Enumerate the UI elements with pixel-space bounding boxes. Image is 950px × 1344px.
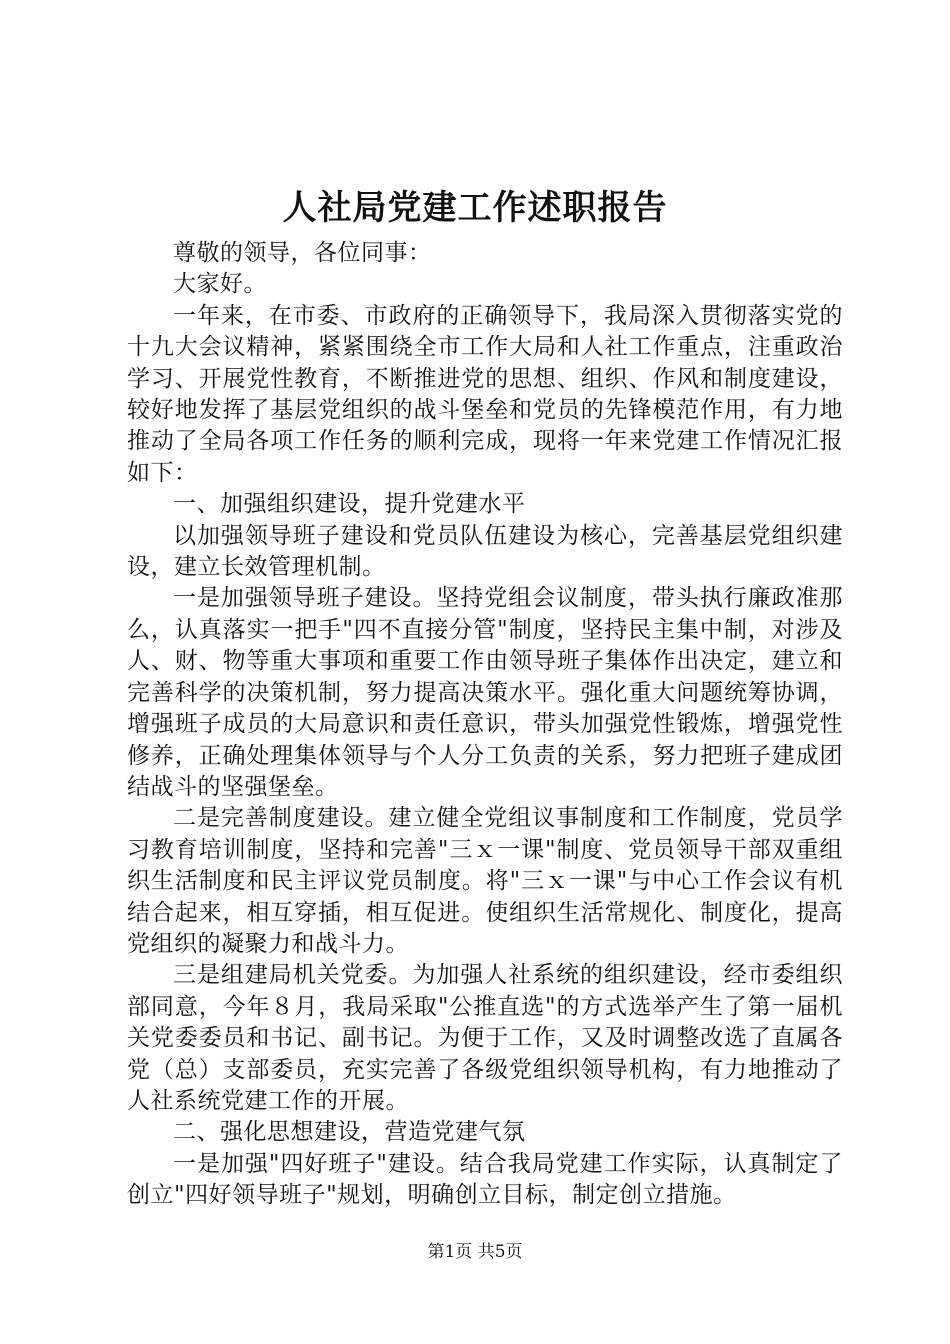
- greeting-paragraph: 大家好。: [173, 271, 267, 298]
- section-1-summary-paragraph: 以加强领导班子建设和党员队伍建设为核心，完善基层党组织建设，建立长效管理机制。: [127, 522, 843, 581]
- section-1-item-3-paragraph: 三是组建局机关党委。为加强人社系统的组织建设，经市委组织部同意，今年８月，我局采取"公推直选"的方式选举产生了第一届机关党委委员和书记、副书记。为便于工作，又及时调整改选了直属各党（总）支部委员，充实完善了各级党组织领导机构，有力地推动了人社系统党建工作的开展。: [127, 962, 843, 1114]
- section-heading-1: 一、加强组织建设，提升党建水平: [173, 491, 526, 518]
- section-1-item-2-paragraph: 二是完善制度建设。建立健全党组议事制度和工作制度，党员学习教育培训制度，坚持和完善"三ｘ一课"制度、党员领导干部双重组织生活制度和民主评议党员制度。将"三ｘ一课"与中心工作会议有机结合起来，相互穿插，相互促进。使组织生活常规化、制度化，提高党组织的凝聚力和战斗力。: [127, 805, 843, 957]
- page-number-footer: 第1页 共5页: [427, 1242, 523, 1262]
- intro-paragraph: 一年来，在市委、市政府的正确领导下，我局深入贯彻落实党的十九大会议精神，紧紧围绕全市工作大局和人社工作重点，注重政治学习、开展党性教育，不断推进党的思想、组织、作风和制度建设，较好地发挥了基层党组织的战斗堡垒和党员的先锋模范作用，有力地推动了全局各项工作任务的顺利完成，现将一年来党建工作情况汇报如下：: [127, 302, 843, 486]
- document-body: [127, 238, 843, 1212]
- salutation-paragraph: 尊敬的领导，各位同事：: [173, 240, 432, 266]
- section-1-item-1-paragraph: 一是加强领导班子建设。坚持党组会议制度，带头执行廉政准那么，认真落实一把手"四不直接分管"制度，坚持民主集中制，对涉及人、财、物等重大事项和重要工作由领导班子集体作出决定，建立和完善科学的决策机制，努力提高决策水平。强化重大问题统筹协调，增强班子成员的大局意识和责任意识，带头加强党性锻炼，增强党性修养，正确处理集体领导与个人分工负责的关系，努力把班子建成团结战斗的坚强堡垒。: [127, 585, 843, 800]
- document-title: 人社局党建工作述职报告: [282, 188, 668, 228]
- section-2-item-1-paragraph: 一是加强"四好班子"建设。结合我局党建工作实际，认真制定了创立"四好领导班子"规划，明确创立目标，制定创立措施。: [127, 1150, 843, 1209]
- section-heading-2: 二、强化思想建设，营造党建气氛: [173, 1119, 526, 1146]
